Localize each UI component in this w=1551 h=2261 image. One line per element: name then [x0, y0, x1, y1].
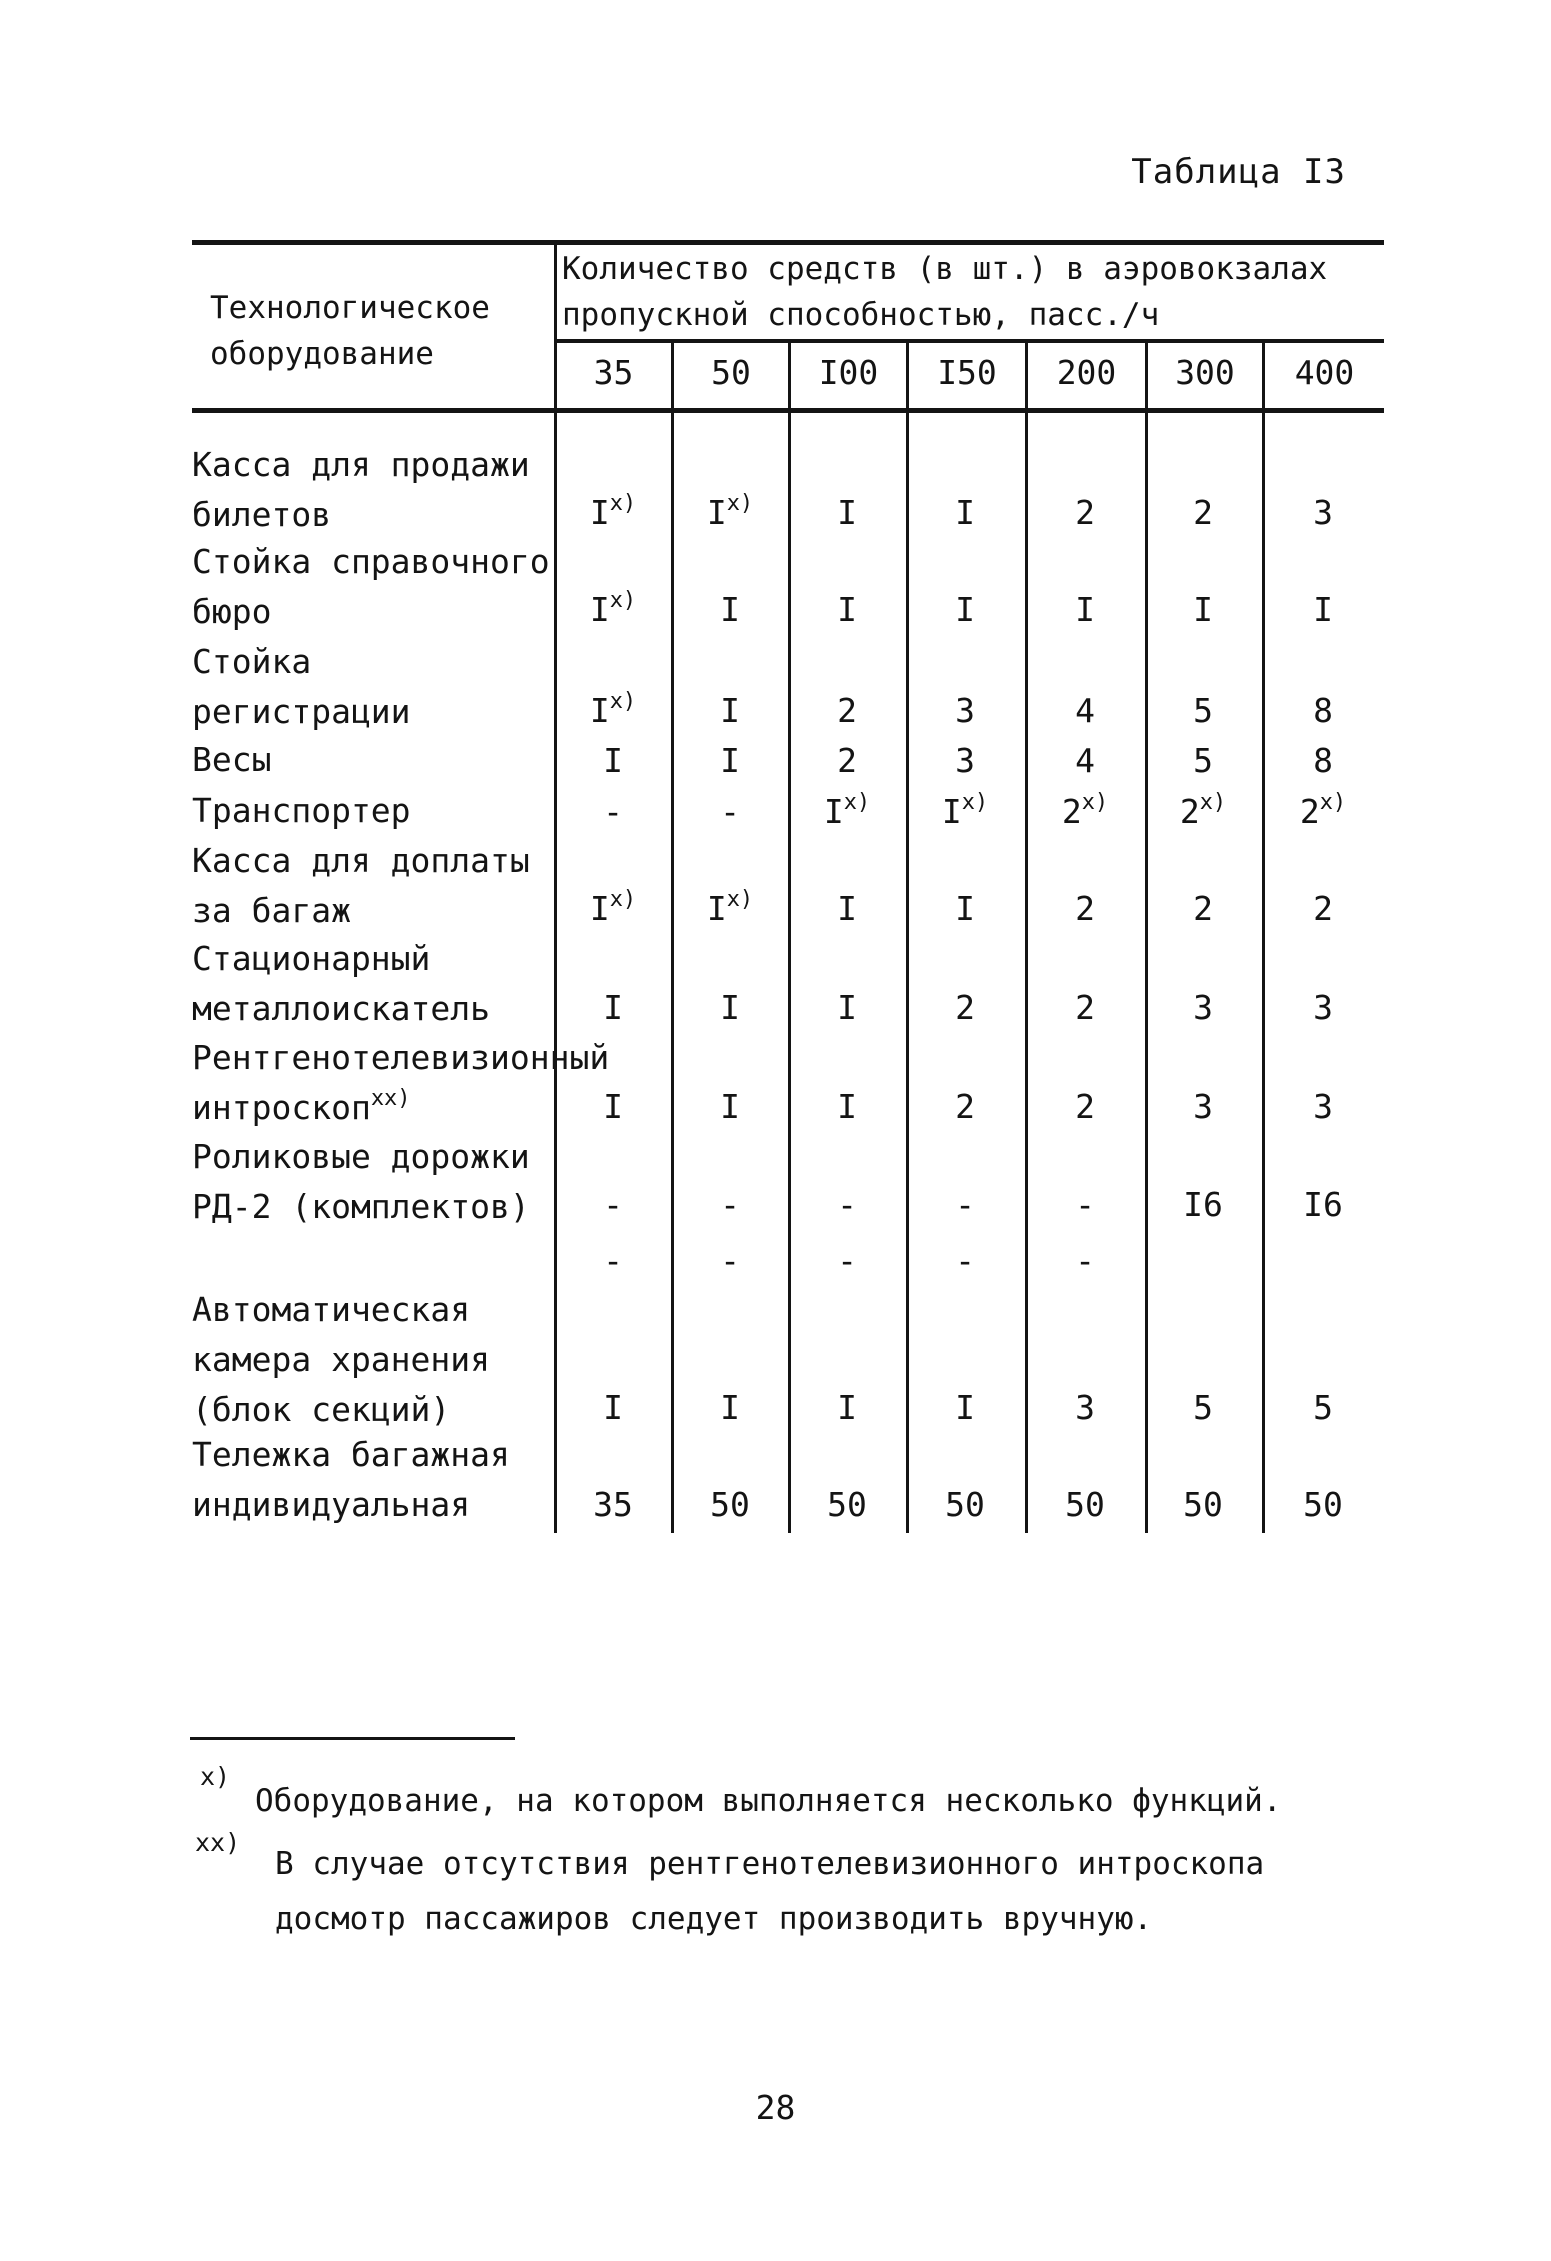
cell-value: I: [706, 889, 727, 928]
cell-footnote-mark: х): [726, 491, 754, 516]
cell-value: I: [720, 988, 740, 1027]
cell-value: 3: [1193, 1087, 1213, 1126]
cell-value: 4: [1075, 741, 1095, 780]
cell-value: 2: [1193, 493, 1213, 532]
row-label-text: Стационарный металлоискатель: [192, 939, 491, 1028]
cell-value: 2: [1179, 792, 1200, 831]
table-cell: [1030, 1236, 1140, 1286]
cell-value: I: [603, 1388, 623, 1427]
cell-value: I: [941, 792, 962, 831]
table-cell: [675, 585, 785, 635]
row-label: [192, 537, 567, 637]
table-cell: [675, 787, 785, 837]
table-cell: [1030, 884, 1140, 934]
column-divider: [1025, 343, 1028, 1533]
cell-value: -: [720, 1185, 740, 1224]
table-cell: [1148, 585, 1258, 635]
table-cell: [1030, 1180, 1140, 1230]
cell-value: -: [1075, 1241, 1095, 1280]
cell-footnote-mark: х): [609, 689, 637, 714]
row-label-text: Автоматическая камера хранения (блок секций): [192, 1290, 491, 1429]
row-label: [192, 934, 537, 1034]
cell-value: 5: [1193, 1388, 1213, 1427]
cell-value: I: [720, 1388, 740, 1427]
table-cell: [1030, 787, 1140, 837]
table-cell: [910, 1480, 1020, 1530]
table-cell: [1030, 983, 1140, 1033]
table-cell: [558, 884, 668, 934]
table-cell: [1030, 1383, 1140, 1433]
row-label-text: Тележка багажная индивидуальная: [192, 1435, 510, 1524]
cell-value: 3: [1313, 493, 1333, 532]
cell-footnote-mark: х): [609, 887, 637, 912]
column-header-200: 200: [1056, 353, 1117, 392]
table-caption: Таблица I3: [1131, 152, 1346, 192]
table-cell: [1030, 736, 1140, 786]
cell-value: I: [720, 691, 740, 730]
cell-value: -: [720, 1241, 740, 1280]
cell-value: I: [823, 792, 844, 831]
table-cell: [1148, 488, 1258, 538]
cell-value: 3: [1313, 988, 1333, 1027]
table-cell: [792, 787, 902, 837]
cell-value: I: [706, 493, 727, 532]
cell-value: I: [837, 1388, 857, 1427]
cell-value: 3: [1193, 988, 1213, 1027]
table-cell: [675, 488, 785, 538]
table-cell: [1148, 1180, 1258, 1230]
row-label: [192, 786, 532, 836]
row-label: [192, 1033, 610, 1133]
table-top-rule: [192, 240, 1384, 245]
cell-value: -: [955, 1241, 975, 1280]
table-cell: [558, 488, 668, 538]
cell-value: -: [837, 1185, 857, 1224]
cell-value: -: [955, 1185, 975, 1224]
cell-value: I: [955, 889, 975, 928]
cell-value: I: [837, 590, 857, 629]
table-cell: [1268, 1180, 1378, 1230]
table-cell: [675, 686, 785, 736]
cell-value: 50: [710, 1485, 750, 1524]
row-label-footnote-mark: хх): [370, 1086, 411, 1111]
column-divider: [788, 343, 791, 1533]
cell-value: 2: [1061, 792, 1082, 831]
table-cell: [558, 1236, 668, 1286]
table-cell: [792, 736, 902, 786]
table-cell: [792, 686, 902, 736]
page-number: 28: [755, 2088, 796, 2127]
cell-value: 2: [955, 988, 975, 1027]
cell-value: I: [589, 590, 610, 629]
footnote-rule: [190, 1737, 515, 1740]
table-cell: [910, 1082, 1020, 1132]
cell-value: 50: [827, 1485, 867, 1524]
column-header-100: I00: [818, 353, 879, 392]
table-cell: [1030, 686, 1140, 736]
cell-value: -: [1075, 1185, 1095, 1224]
table-cell: [558, 787, 668, 837]
column-divider: [1262, 343, 1265, 1533]
table-cell: [1148, 736, 1258, 786]
cell-value: 2: [1075, 988, 1095, 1027]
cell-value: 50: [1065, 1485, 1105, 1524]
table-cell: [558, 1180, 668, 1230]
cell-value: 2: [1075, 493, 1095, 532]
cell-value: 3: [955, 691, 975, 730]
cell-value: 2: [837, 691, 857, 730]
table-cell: [910, 983, 1020, 1033]
row-label: [192, 735, 532, 785]
table-cell: [1268, 884, 1378, 934]
table-cell: [792, 884, 902, 934]
table-cell: [1268, 983, 1378, 1033]
column-header-50: 50: [711, 353, 751, 392]
row-label: [192, 1285, 572, 1435]
table-cell: [1268, 787, 1378, 837]
footnote-2-line-2: досмотр пассажиров следует производить вручную.: [275, 1901, 1153, 1937]
table-cell: [1148, 983, 1258, 1033]
table-cell: [792, 488, 902, 538]
table-cell: [1030, 1480, 1140, 1530]
cell-value: 2: [837, 741, 857, 780]
cell-value: 50: [1183, 1485, 1223, 1524]
cell-value: I: [837, 493, 857, 532]
table-cell: [675, 736, 785, 786]
cell-value: I: [1075, 590, 1095, 629]
row-label-text: Касса для доплаты за багаж: [192, 841, 530, 930]
cell-value: I: [589, 493, 610, 532]
column-header-35: 35: [593, 353, 634, 392]
cell-value: 2: [1075, 1087, 1095, 1126]
cell-value: I: [837, 1087, 857, 1126]
table-cell: [1148, 1383, 1258, 1433]
table-cell: [558, 1082, 668, 1132]
table-cell: [910, 488, 1020, 538]
table-cell: [1268, 686, 1378, 736]
table-cell: [675, 1082, 785, 1132]
table-cell: [1148, 787, 1258, 837]
table-cell: [675, 1383, 785, 1433]
table-cell: [675, 1180, 785, 1230]
row-label: [192, 1430, 532, 1530]
cell-value: I: [720, 741, 740, 780]
row-label-text: Транспортер: [192, 791, 411, 830]
table-cell: [910, 585, 1020, 635]
table-cell: [792, 1480, 902, 1530]
row-label-text: Рентгенотелевизионный интроскоп: [192, 1038, 610, 1127]
table-cell: [1030, 1082, 1140, 1132]
cell-value: I6: [1303, 1185, 1343, 1224]
table-cell: [558, 686, 668, 736]
table-cell: [910, 1236, 1020, 1286]
table-cell: [1148, 1082, 1258, 1132]
table-cell: [558, 736, 668, 786]
table-cell: [910, 1180, 1020, 1230]
cell-footnote-mark: х): [1199, 790, 1227, 815]
footnote-2-line-1: В случае отсутствия рентгенотелевизионного интроскопа: [275, 1846, 1265, 1882]
footnote-2-mark: хх): [195, 1828, 241, 1857]
cell-value: I: [837, 988, 857, 1027]
header-mid-rule: [556, 339, 1384, 343]
row-label: [192, 440, 532, 540]
cell-value: -: [603, 792, 623, 831]
table-cell: [792, 1383, 902, 1433]
table-cell: [910, 686, 1020, 736]
cell-footnote-mark: х): [1081, 790, 1109, 815]
column-divider: [906, 343, 909, 1533]
column-header-400: 400: [1294, 353, 1355, 392]
table-cell: [675, 1480, 785, 1530]
cell-footnote-mark: х): [609, 491, 637, 516]
table-cell: [910, 736, 1020, 786]
table-cell: [558, 1383, 668, 1433]
cell-footnote-mark: х): [961, 790, 989, 815]
row-label-text: Касса для продажи билетов: [192, 445, 530, 534]
row-label-text: Весы: [192, 740, 272, 779]
table-cell: [558, 1480, 668, 1530]
cell-value: I: [955, 1388, 975, 1427]
header-quantity: Количество средств (в шт.) в аэровокзалах пропускной способностью, пасс./ч: [562, 251, 1328, 333]
table-cell: [675, 884, 785, 934]
row-label-text: Стойка регистрации: [192, 642, 411, 731]
table-cell: [910, 787, 1020, 837]
table-cell: [1268, 1082, 1378, 1132]
column-header-300: 300: [1175, 353, 1235, 392]
table-cell: [1030, 585, 1140, 635]
cell-value: 50: [1303, 1485, 1343, 1524]
cell-value: -: [603, 1185, 623, 1224]
cell-value: I: [837, 889, 857, 928]
table-cell: [558, 983, 668, 1033]
row-label: [192, 1132, 567, 1232]
cell-value: 4: [1075, 691, 1095, 730]
cell-value: 5: [1193, 691, 1213, 730]
table-cell: [910, 884, 1020, 934]
cell-value: -: [837, 1241, 857, 1280]
table-cell: [675, 1236, 785, 1286]
cell-value: I: [720, 1087, 740, 1126]
cell-value: I: [603, 988, 623, 1027]
cell-value: 2: [1193, 889, 1213, 928]
column-header-150: I50: [937, 353, 997, 392]
cell-value: -: [603, 1241, 623, 1280]
cell-value: I: [603, 1087, 623, 1126]
cell-value: 2: [1299, 792, 1320, 831]
cell-value: 2: [1313, 889, 1333, 928]
table-cell: [792, 983, 902, 1033]
row-label: [192, 836, 552, 936]
cell-value: 2: [1075, 889, 1095, 928]
row-label-text: Стойка справочного бюро: [192, 542, 550, 631]
cell-value: 8: [1313, 691, 1333, 730]
table-cell: [1268, 488, 1378, 538]
cell-value: I: [1313, 590, 1333, 629]
table-cell: [910, 1383, 1020, 1433]
column-divider: [671, 343, 674, 1533]
cell-footnote-mark: х): [726, 887, 754, 912]
table-cell: [675, 983, 785, 1033]
table-cell: [1268, 585, 1378, 635]
table-cell: [1030, 488, 1140, 538]
table-cell: [1148, 1480, 1258, 1530]
table-cell: [558, 585, 668, 635]
cell-value: 3: [1075, 1388, 1095, 1427]
cell-value: I: [1193, 590, 1213, 629]
cell-value: I: [955, 493, 975, 532]
cell-value: 2: [955, 1087, 975, 1126]
table-cell: [1148, 686, 1258, 736]
table-cell: [1148, 884, 1258, 934]
table-cell: [792, 1236, 902, 1286]
cell-value: I: [603, 741, 623, 780]
cell-value: I: [589, 691, 610, 730]
cell-value: 3: [1313, 1087, 1333, 1126]
footnote-1-text: Оборудование, на котором выполняется несколько функций.: [255, 1783, 1282, 1819]
cell-value: 3: [955, 741, 975, 780]
table-cell: [1268, 1383, 1378, 1433]
cell-value: I: [955, 590, 975, 629]
cell-value: I: [720, 590, 740, 629]
table-cell: [792, 585, 902, 635]
cell-value: I: [589, 889, 610, 928]
cell-value: 5: [1313, 1388, 1333, 1427]
row-label: [192, 637, 532, 737]
table-cell: [1268, 736, 1378, 786]
cell-value: 5: [1193, 741, 1213, 780]
table-cell: [792, 1082, 902, 1132]
cell-value: 50: [945, 1485, 985, 1524]
cell-footnote-mark: х): [1319, 790, 1347, 815]
header-equipment: Технологическое оборудование: [210, 290, 490, 372]
cell-value: 8: [1313, 741, 1333, 780]
cell-value: -: [720, 792, 740, 831]
cell-footnote-mark: х): [609, 588, 637, 613]
row-label-text: Роликовые дорожки РД-2 (комплектов): [192, 1137, 530, 1226]
footnote-1-mark: х): [200, 1762, 231, 1791]
table-cell: [1268, 1480, 1378, 1530]
table-cell: [792, 1180, 902, 1230]
cell-value: I6: [1183, 1185, 1223, 1224]
cell-value: 35: [593, 1485, 633, 1524]
cell-footnote-mark: х): [843, 790, 871, 815]
